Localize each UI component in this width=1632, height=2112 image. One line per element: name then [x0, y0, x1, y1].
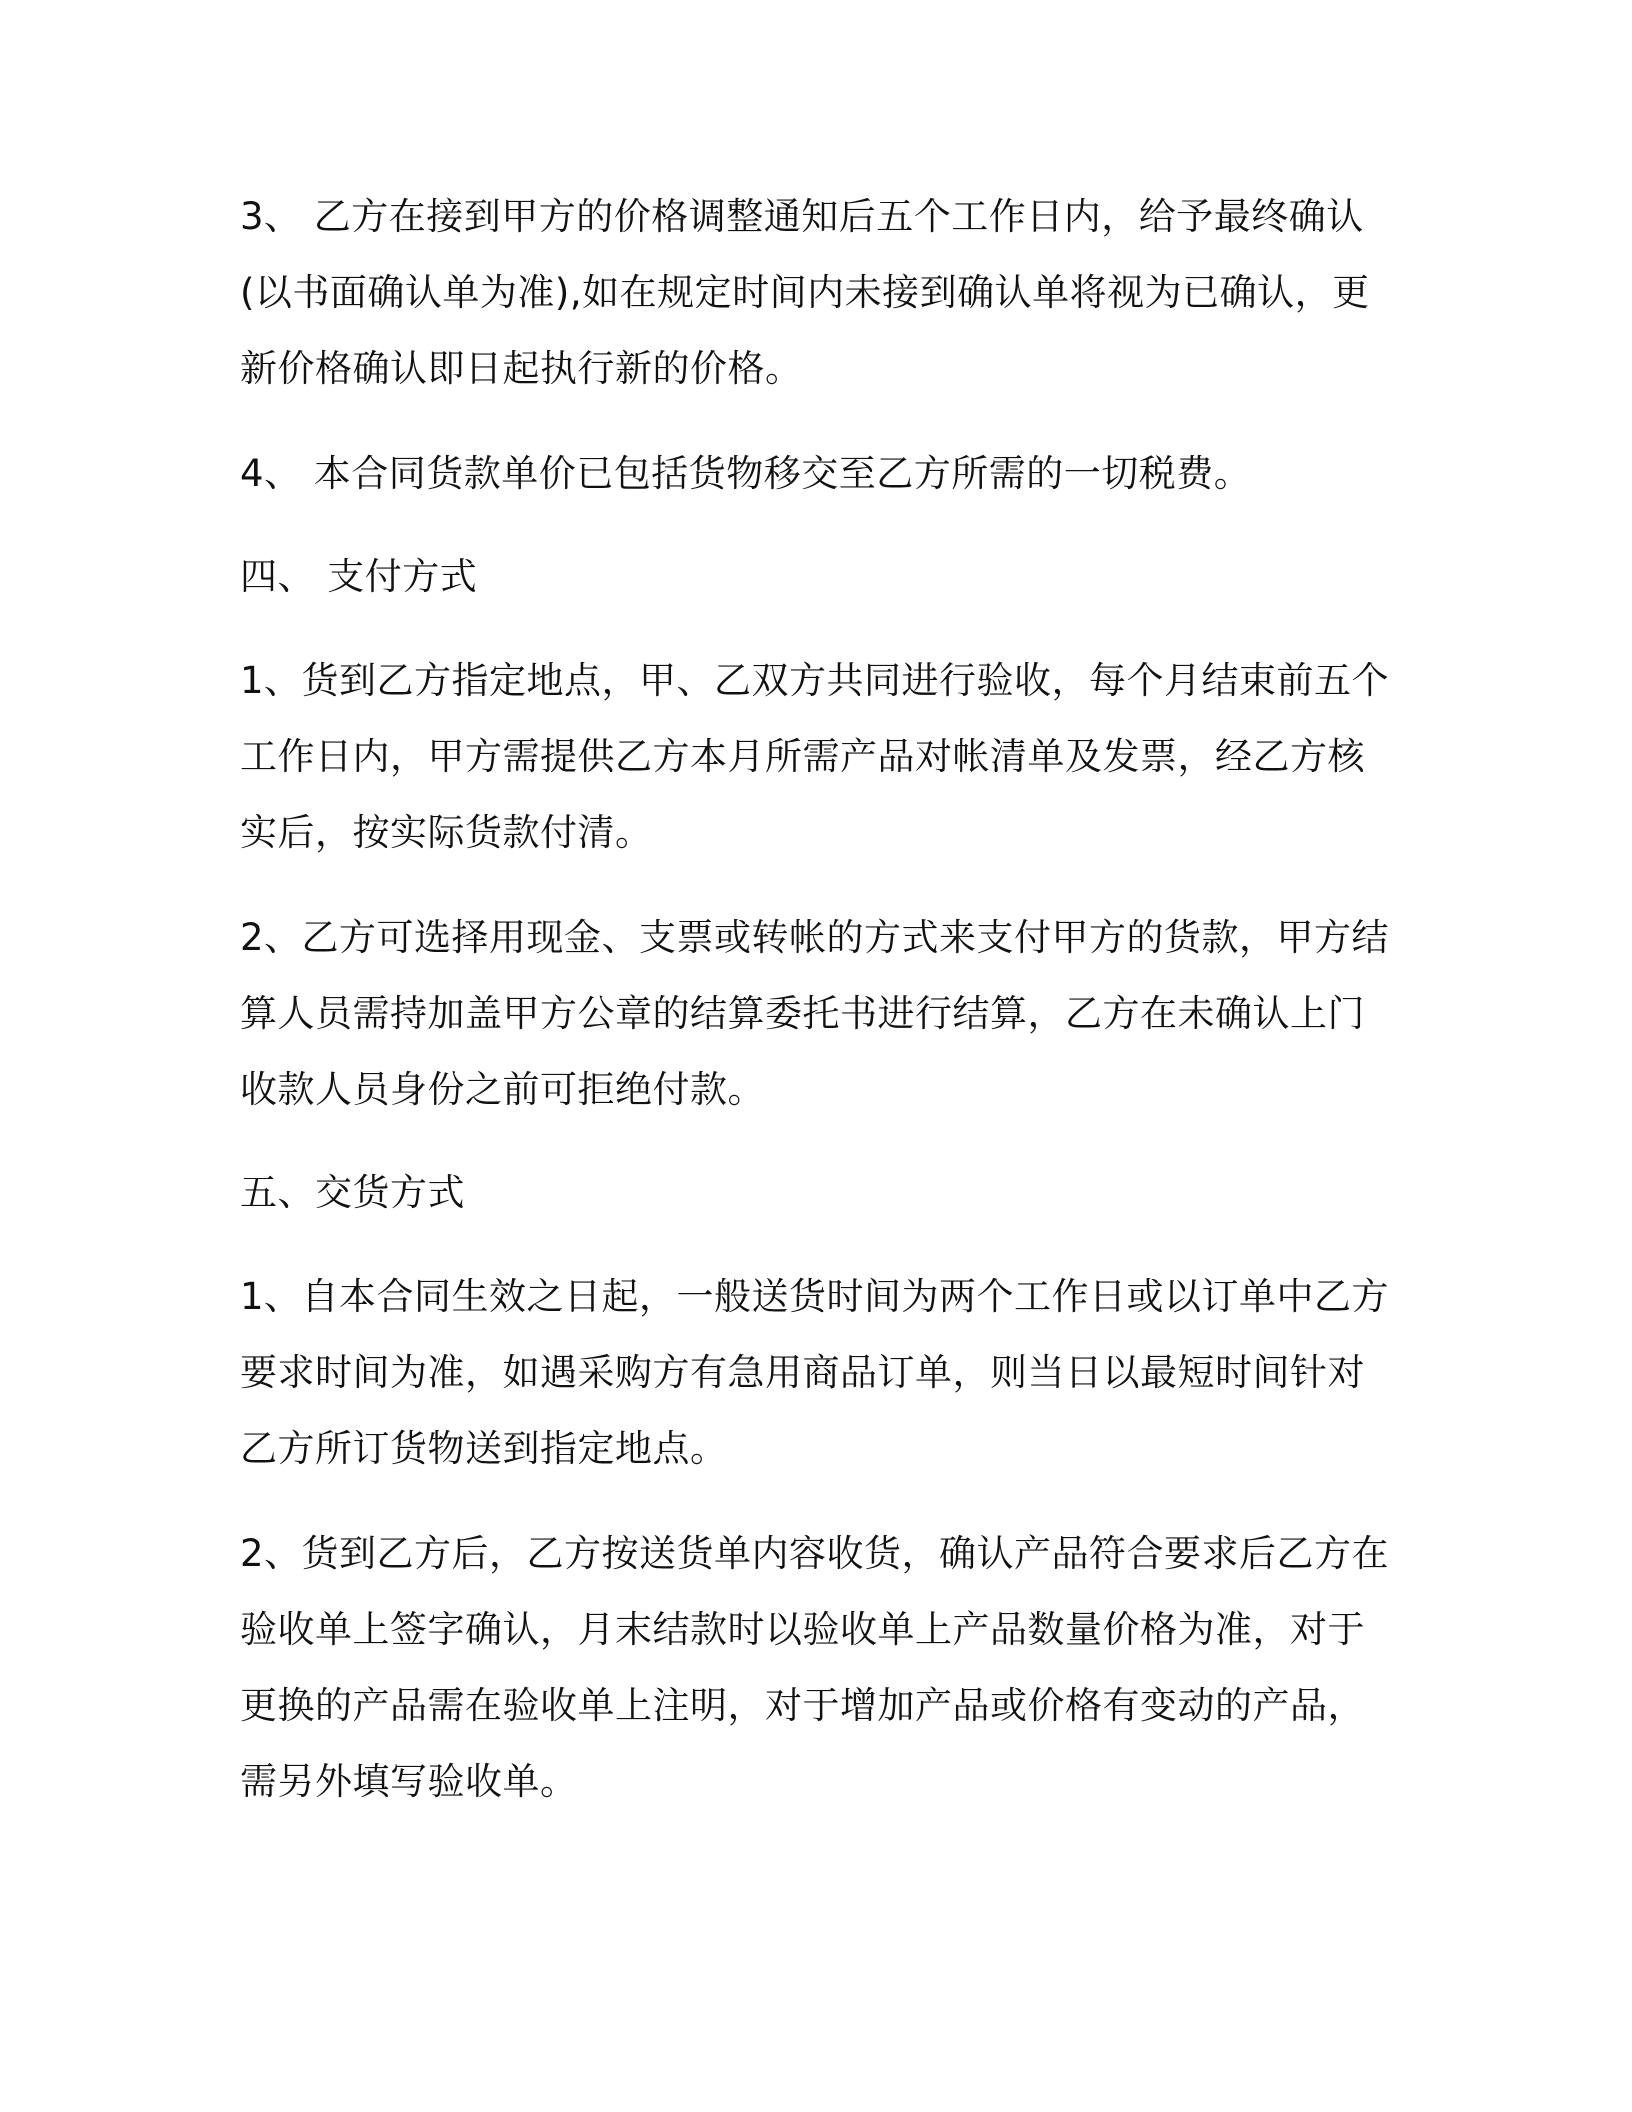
text-line: 更换的产品需在验收单上注明，对于增加产品或价格有变动的产品，	[240, 1684, 1365, 1727]
text-line: 1、货到乙方指定地点，甲、乙双方共同进行验收，每个月结束前五个	[240, 659, 1390, 702]
text-line: 1、自本合同生效之日起，一般送货时间为两个工作日或以订单中乙方	[240, 1275, 1390, 1318]
text-line: 2、货到乙方后，乙方按送货单内容收货，确认产品符合要求后乙方在	[240, 1532, 1390, 1575]
text-line: 收款人员身份之前可拒绝付款。	[240, 1068, 765, 1111]
text-line: 新价格确认即日起执行新的价格。	[240, 347, 803, 390]
text-line: 验收单上签字确认，月末结款时以验收单上产品数量价格为准，对于	[240, 1608, 1365, 1651]
text-line: 实后，按实际货款付清。	[240, 811, 653, 854]
text-line: 2、乙方可选择用现金、支票或转帐的方式来支付甲方的货款，甲方结	[240, 916, 1390, 959]
text-line: 算人员需持加盖甲方公章的结算委托书进行结算，乙方在未确认上门	[240, 992, 1365, 1035]
text-line: 需另外填写验收单。	[240, 1760, 578, 1803]
text-line: 工作日内，甲方需提供乙方本月所需产品对帐清单及发票，经乙方核	[240, 735, 1365, 778]
text-line: 3、 乙方在接到甲方的价格调整通知后五个工作日内，给予最终确认	[240, 195, 1364, 238]
section-heading: 四、 支付方式	[240, 555, 478, 598]
text-line: 要求时间为准，如遇采购方有急用商品订单，则当日以最短时间针对	[240, 1351, 1365, 1394]
text-line: 乙方所订货物送到指定地点。	[240, 1427, 728, 1470]
text-line: 4、 本合同货款单价已包括货物移交至乙方所需的一切税费。	[240, 452, 1252, 495]
text-line: (以书面确认单为准),如在规定时间内未接到确认单将视为已确认，更	[240, 271, 1370, 314]
section-heading: 五、交货方式	[240, 1171, 465, 1214]
